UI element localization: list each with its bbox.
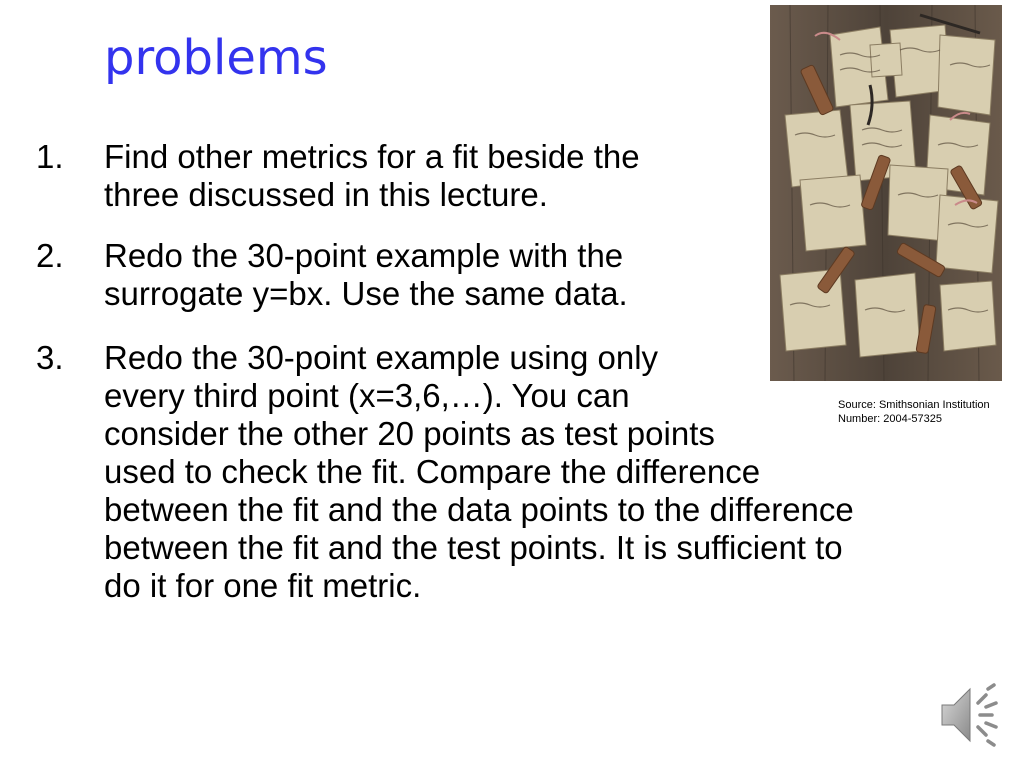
item-text [104, 237, 628, 313]
item-line: consider the other 20 points as test points [104, 415, 715, 452]
item-line: between the fit and the data points to the difference [104, 491, 854, 528]
item-number: 3. [36, 339, 64, 376]
item-line: three discussed in this lecture. [104, 176, 548, 213]
tags-photo [770, 5, 1002, 381]
item-line: Find other metrics for a fit beside the [104, 138, 640, 175]
image-caption [838, 398, 990, 426]
item-text [104, 339, 854, 605]
item-line: every third point (x=3,6,…). You can [104, 377, 630, 414]
caption-line: Number: 2004-57325 [838, 413, 942, 425]
item-line: Redo the 30-point example with the [104, 237, 624, 274]
speaker-icon[interactable] [936, 683, 1006, 747]
item-line: surrogate y=bx. Use the same data. [104, 275, 628, 312]
item-line: do it for one fit metric. [104, 567, 422, 604]
item-number: 2. [36, 237, 64, 274]
item-text [104, 138, 640, 214]
item-number: 1. [36, 138, 64, 175]
slide-title: problems [104, 30, 328, 86]
caption-line: Source: Smithsonian Institution [838, 399, 990, 411]
item-line: between the fit and the test points. It is sufficient to [104, 529, 843, 566]
item-line: used to check the fit. Compare the difference [104, 453, 761, 490]
item-line: Redo the 30-point example using only [104, 339, 659, 376]
